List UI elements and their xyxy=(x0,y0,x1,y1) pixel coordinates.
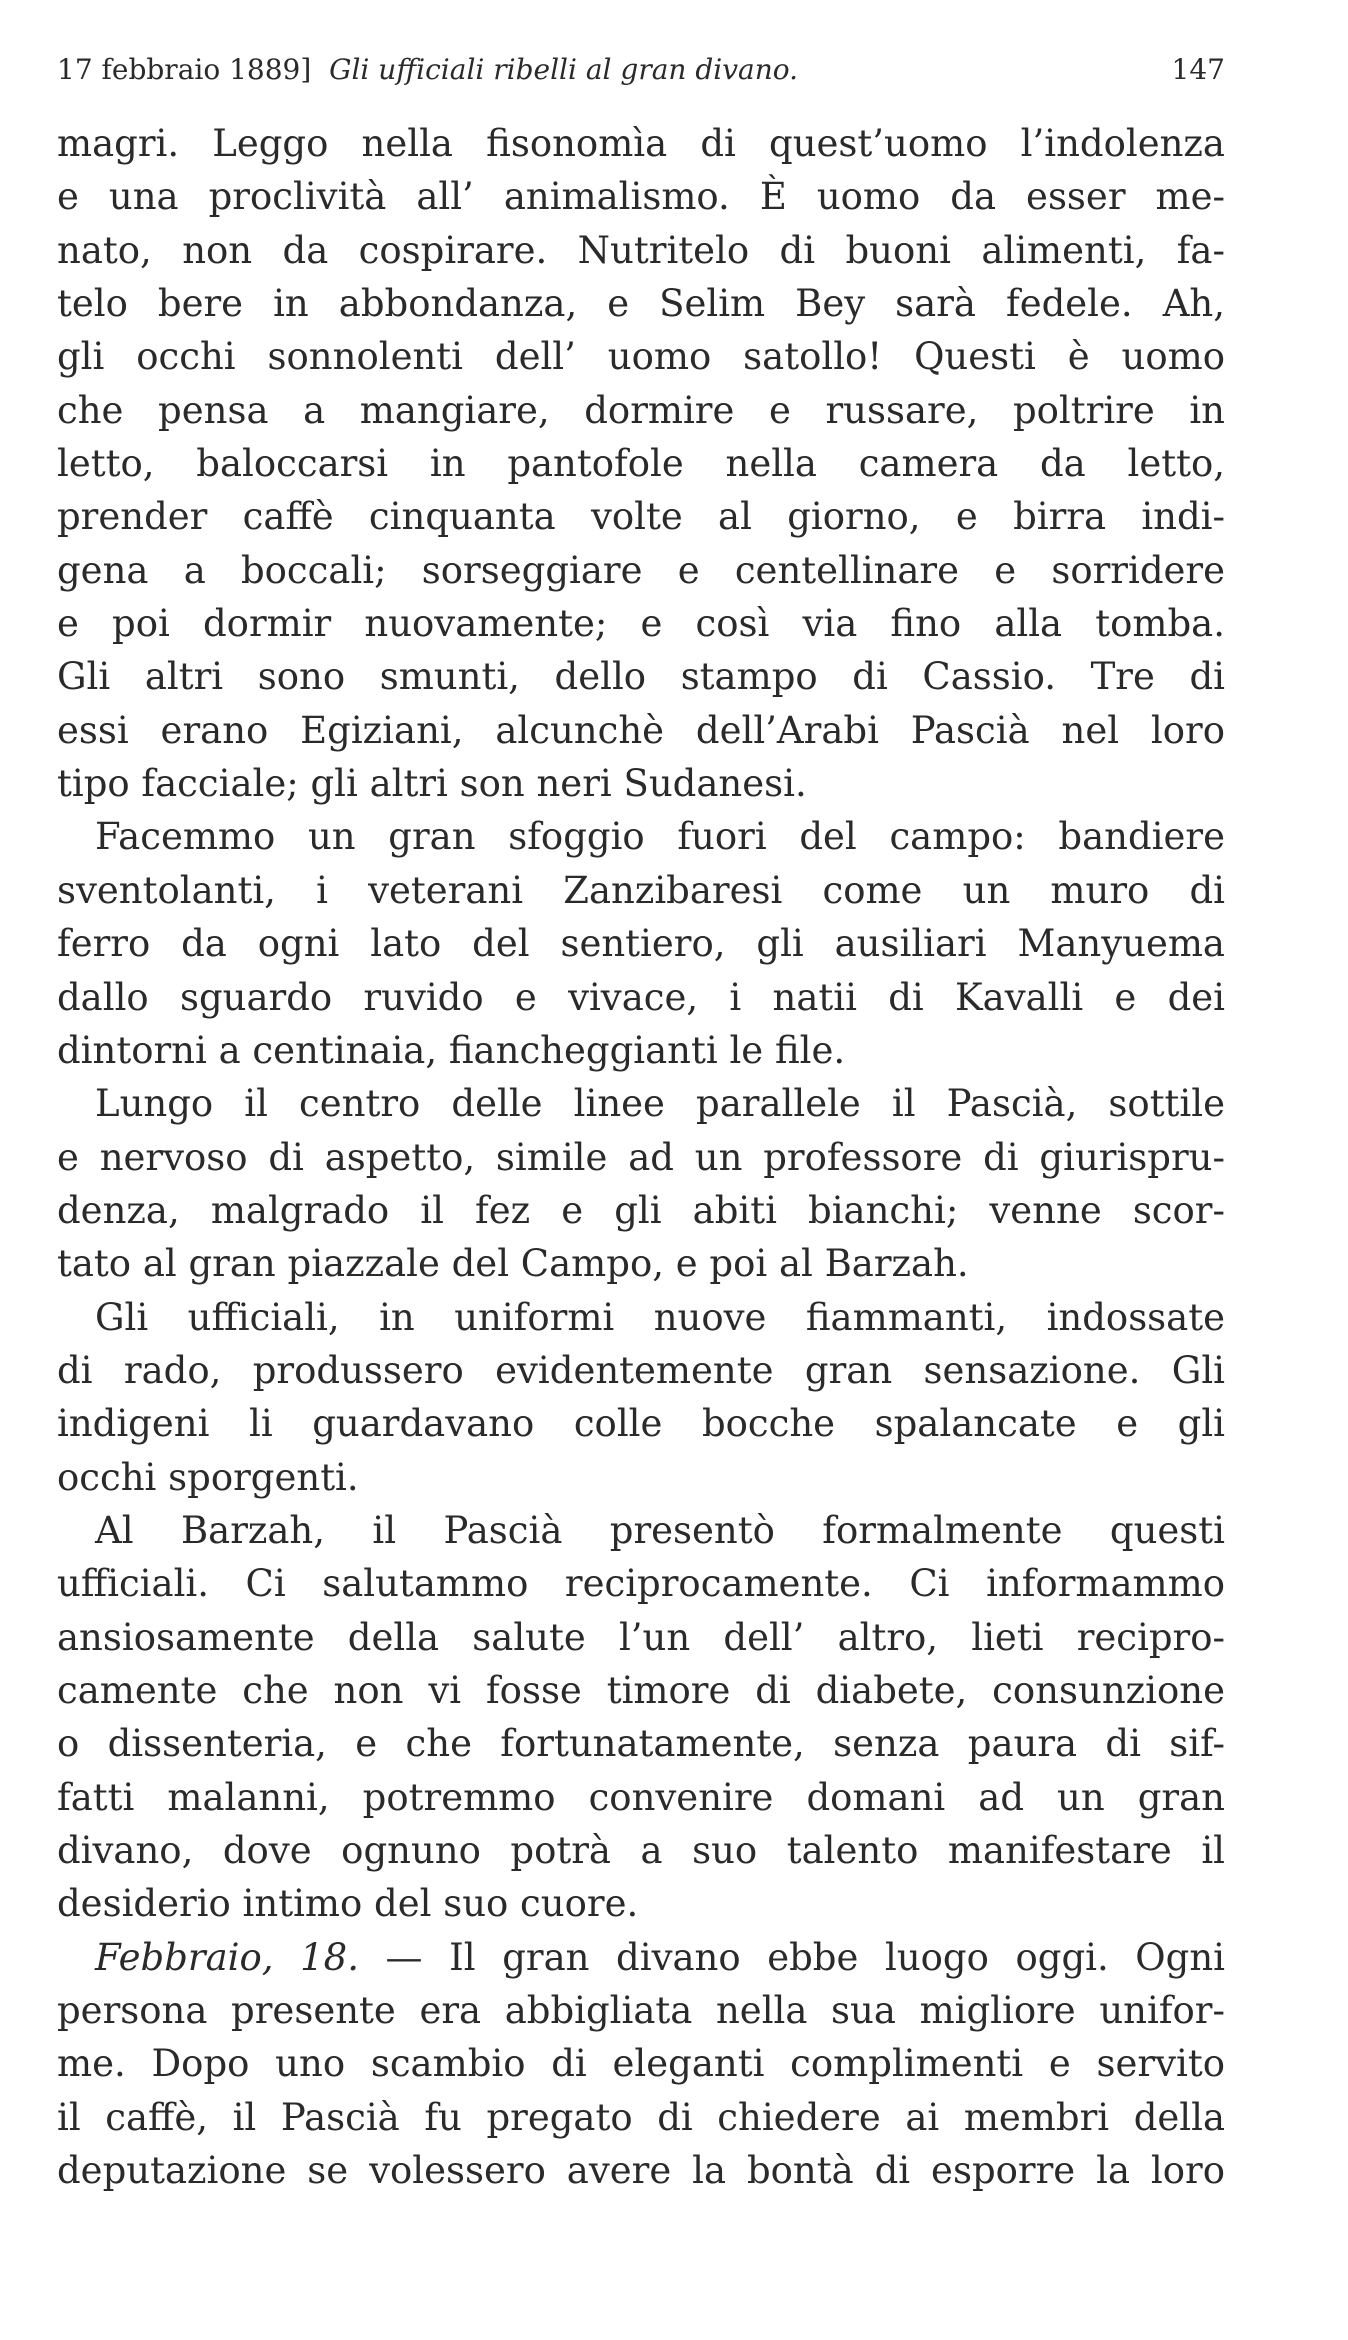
header-left xyxy=(57,48,798,92)
text-line: fatti malanni, potremmo convenire domani ad un gran xyxy=(57,1775,1225,1819)
text-line: ansiosamente della salute l’un dell’ altro, lieti recipro- xyxy=(57,1615,1225,1659)
text-line: deputazione se volessero avere la bontà di esporre la loro xyxy=(57,2149,1225,2193)
header-title: Gli ufficiali ribelli al gran divano. xyxy=(329,53,799,86)
page-number: 147 xyxy=(1171,53,1225,86)
entry-text: — Il gran divano ebbe luogo oggi. Ogni xyxy=(358,1935,1225,1979)
text-line: prender caffè cinquanta volte al giorno, e birra indi- xyxy=(57,495,1225,539)
text-line: di rado, produssero evidentemente gran sensazione. Gli xyxy=(57,1348,1225,1392)
text-line: Al Barzah, il Pascià presentò formalmente questi xyxy=(95,1508,1225,1552)
text-line: e poi dormir nuovamente; e così via fino alla tomba. xyxy=(57,602,1225,646)
text-line: gli occhi sonnolenti dell’ uomo satollo! Questi è uomo xyxy=(57,335,1225,379)
text-line: e nervoso di aspetto, simile ad un professore di giurispru- xyxy=(57,1135,1225,1179)
text-line: Gli altri sono smunti, dello stampo di Cassio. Tre di xyxy=(57,655,1225,699)
header-date: 17 febbraio 1889] xyxy=(57,53,312,86)
text-line: telo bere in abbondanza, e Selim Bey sarà fedele. Ah, xyxy=(57,282,1225,326)
text-line: che pensa a mangiare, dormire e russare, poltrire in xyxy=(57,388,1225,432)
entry-date: Febbraio, 18. xyxy=(95,1935,359,1979)
text-line: divano, dove ognuno potrà a suo talento manifestare il xyxy=(57,1829,1225,1872)
text-line: sventolanti, i veterani Zanzibaresi come un muro di xyxy=(57,868,1225,912)
text-line: nato, non da cospirare. Nutritelo di buoni alimenti, fa- xyxy=(57,228,1225,272)
text-line: dintorni a centinaia, fiancheggianti le file. xyxy=(57,1028,846,1072)
text-line: e una proclività all’ animalismo. È uomo da esser me- xyxy=(57,175,1225,219)
text-line: Facemmo un gran sfoggio fuori del campo: bandiere xyxy=(95,815,1225,859)
text-line: letto, baloccarsi in pantofole nella camera da letto, xyxy=(57,442,1225,486)
text-line: tato al gran piazzale del Campo, e poi al Barzah. xyxy=(57,1242,969,1286)
text-line: occhi sporgenti. xyxy=(57,1455,359,1499)
text-line: me. Dopo uno scambio di eleganti complimenti e servito xyxy=(57,2042,1225,2086)
text-line: ferro da ogni lato del sentiero, gli ausiliari Manyuema xyxy=(57,922,1225,966)
running-header xyxy=(57,48,1225,92)
text-line: dallo sguardo ruvido e vivace, i natii di Kavalli e dei xyxy=(57,975,1225,1019)
text-line: o dissenteria, e che fortunatamente, senza paura di sif- xyxy=(57,1722,1225,1766)
text-line: denza, malgrado il fez e gli abiti bianchi; venne scor- xyxy=(57,1188,1225,1232)
dated-entry-line xyxy=(57,1931,1225,1984)
text-line: Lungo il centro delle linee parallele il Pascià, sottile xyxy=(95,1082,1225,1126)
text-line: ufficiali. Ci salutammo reciprocamente. Ci informammo xyxy=(57,1562,1225,1606)
text-line: gena a boccali; sorseggiare e centellinare e sorridere xyxy=(57,548,1225,592)
text-line: il caffè, il Pascià fu pregato di chiedere ai membri della xyxy=(57,2095,1225,2139)
text-line: essi erano Egiziani, alcunchè dell’Arabi Pascià nel loro xyxy=(57,708,1225,752)
text-line: persona presente era abbigliata nella sua migliore unifor- xyxy=(57,1989,1225,2033)
text-line: desiderio intimo del suo cuore. xyxy=(57,1882,639,1926)
text-line: tipo facciale; gli altri son neri Sudanesi. xyxy=(57,762,807,806)
text-line: camente che non vi fosse timore di diabete, consunzione xyxy=(57,1668,1225,1712)
text-line: Gli ufficiali, in uniformi nuove fiammanti, indossate xyxy=(95,1295,1225,1339)
text-line: indigeni li guardavano colle bocche spalancate e gli xyxy=(57,1402,1225,1446)
text-line: magri. Leggo nella fisonomìa di quest’uomo l’indolenza xyxy=(57,122,1225,165)
body-text xyxy=(57,117,1225,2197)
